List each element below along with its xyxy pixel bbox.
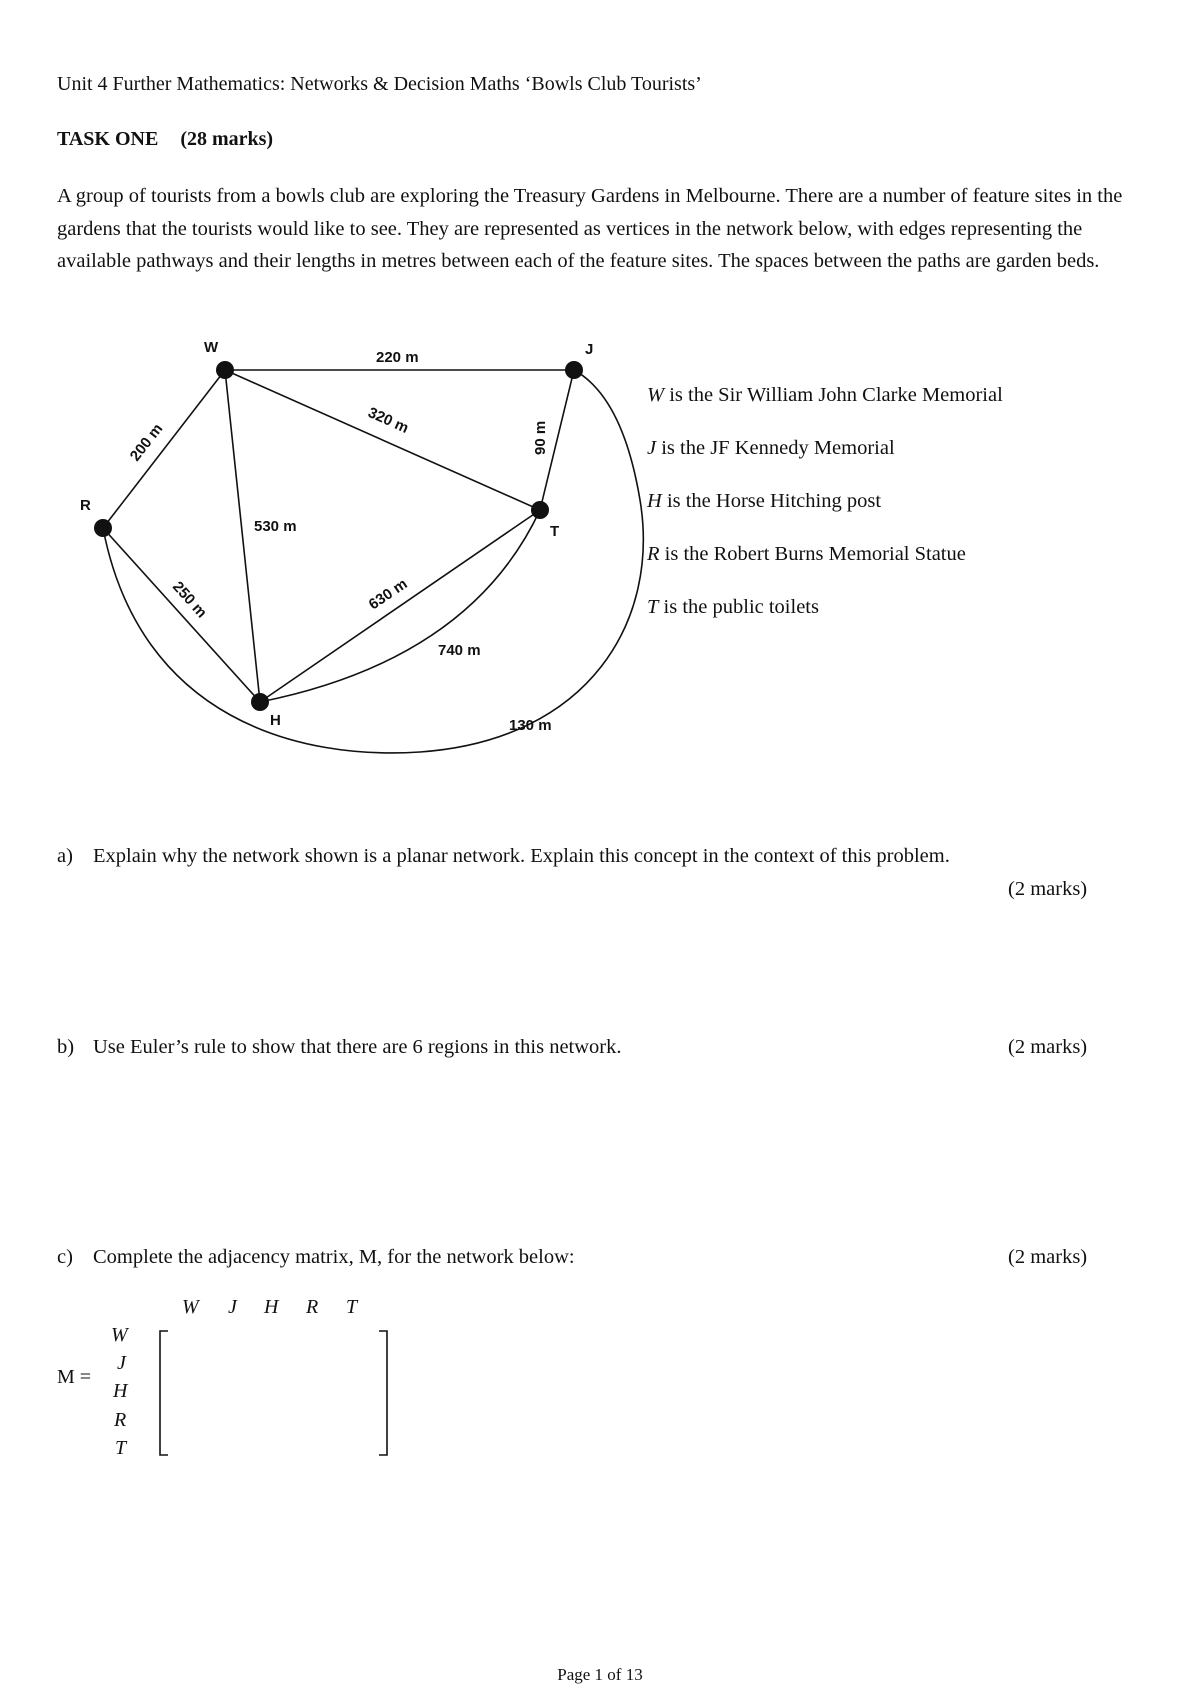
vertex-label-j: J	[585, 341, 594, 358]
edge-label-220: 220 m	[376, 349, 419, 366]
edge-label-630: 630 m	[365, 575, 411, 614]
vertex-w	[216, 361, 234, 379]
edge-label-200: 200 m	[126, 420, 167, 465]
vertex-h	[251, 693, 269, 711]
legend-item-j: J is the JF Kennedy Memorial	[647, 437, 895, 459]
question-a-marks: (2 marks)	[1008, 878, 1088, 900]
edge-label-90: 90 m	[532, 420, 549, 455]
matrix-left-bracket	[160, 1331, 168, 1455]
vertex-label-t: T	[550, 523, 560, 540]
intro-paragraph: A group of tourists from a bowls club are exploring the Treasury Gardens in Melbourne. There are a number of feature sites in the gardens that the tourists would like to see. They are represented as vertices in the network below, with edges representing the available pathways and their lengths in metres between each of the feature sites. The spaces between the paths are garden beds.	[57, 185, 1123, 272]
question-b-marks: (2 marks)	[1008, 1036, 1088, 1058]
document-header: Unit 4 Further Mathematics: Networks & Decision Maths ‘Bowls Club Tourists’	[57, 73, 702, 95]
task-marks: (28 marks)	[180, 128, 274, 150]
matrix-row-t: T	[115, 1437, 127, 1459]
legend-item-t: T is the public toilets	[647, 596, 819, 618]
edge-w-t	[225, 370, 540, 510]
vertex-j	[565, 361, 583, 379]
matrix-column-j: J	[228, 1296, 237, 1318]
edge-w-r	[103, 370, 225, 528]
edge-label-740: 740 m	[438, 642, 481, 659]
legend-item-r: R is the Robert Burns Memorial Statue	[647, 543, 966, 565]
legend-item-h: H is the Horse Hitching post	[647, 490, 882, 512]
matrix-row-r: R	[114, 1409, 127, 1431]
vertex-label-r: R	[80, 497, 91, 514]
matrix-column-w: W	[182, 1296, 199, 1318]
edge-w-h	[225, 370, 260, 702]
task-name: TASK ONE	[57, 128, 159, 150]
edge-label-320: 320 m	[365, 404, 412, 437]
edge-label-530: 530 m	[254, 518, 297, 535]
matrix-right-bracket	[379, 1331, 387, 1455]
vertex-label-w: W	[204, 339, 219, 356]
vertex-label-h: H	[270, 712, 281, 729]
edge-r-j-130	[103, 370, 643, 753]
question-c: c) Complete the adjacency matrix, M, for the network below:	[57, 1246, 575, 1268]
vertex-t	[531, 501, 549, 519]
edge-h-t-630	[260, 510, 540, 702]
edge-r-h	[103, 528, 260, 702]
legend-item-w: W is the Sir William John Clarke Memorial	[647, 384, 1003, 406]
matrix-name: M =	[57, 1366, 92, 1388]
matrix-column-h: H	[264, 1296, 279, 1318]
matrix-row-j: J	[117, 1352, 126, 1374]
matrix-column-t: T	[346, 1296, 358, 1318]
matrix-row-w: W	[111, 1324, 128, 1346]
matrix-column-r: R	[306, 1296, 319, 1318]
question-a: a) Explain why the network shown is a planar network. Explain this concept in the context of this problem.	[57, 845, 950, 867]
question-b: b) Use Euler’s rule to show that there are 6 regions in this network.	[57, 1036, 622, 1058]
page-footer: Page 1 of 13	[557, 1665, 643, 1684]
edge-label-130: 130 m	[509, 717, 552, 734]
network-diagram	[0, 0, 1200, 800]
matrix-row-h: H	[113, 1380, 128, 1402]
question-c-marks: (2 marks)	[1008, 1246, 1088, 1268]
vertex-r	[94, 519, 112, 537]
edge-label-250: 250 m	[169, 578, 211, 622]
